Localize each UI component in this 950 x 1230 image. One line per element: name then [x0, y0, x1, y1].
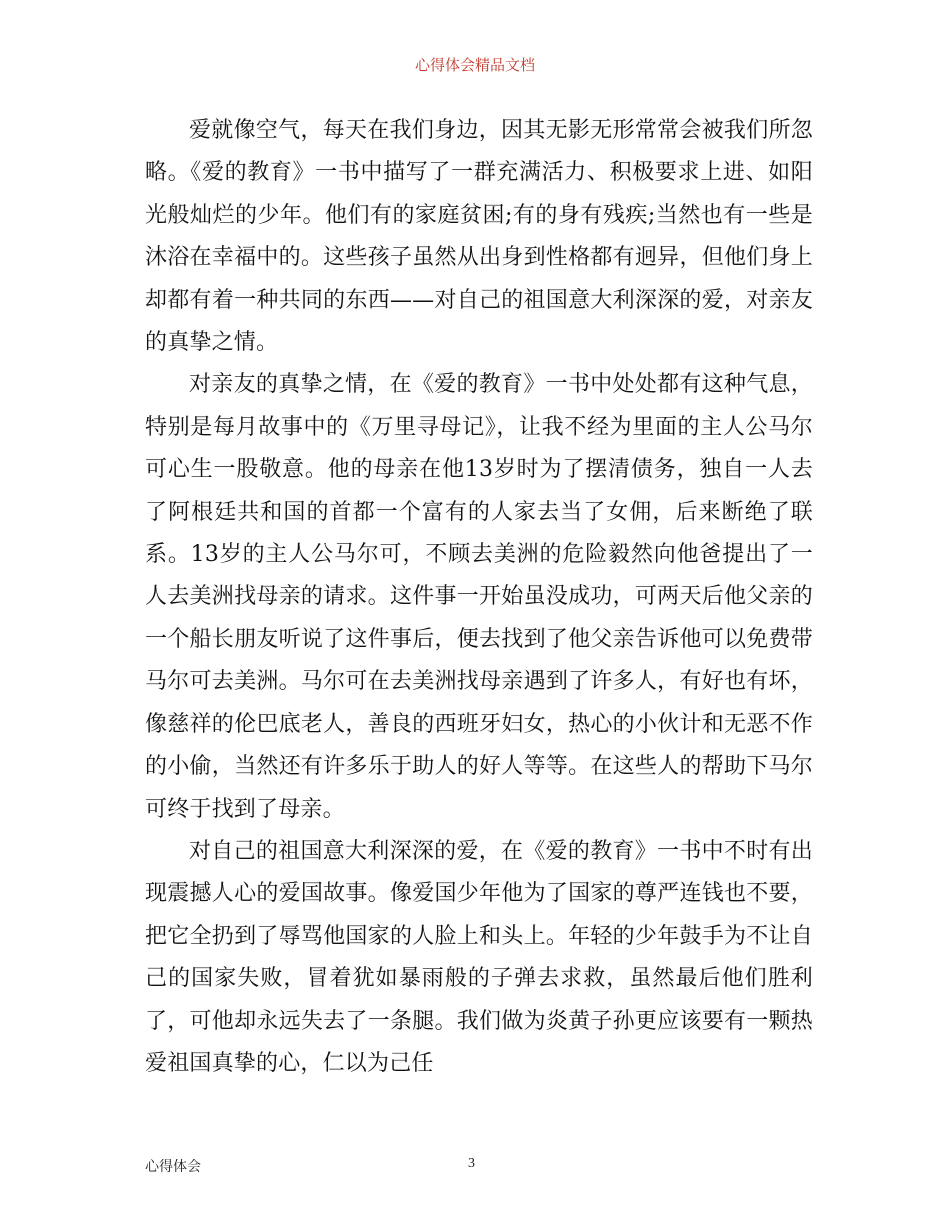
document-header-title: 心得体会精品文档 [414, 56, 535, 74]
paragraph: 对自己的祖国意大利深深的爱，在《爱的教育》一书中不时有出现震撼人心的爱国故事。像爱国少年他为了国家的尊严连钱也不要，把它全扔到了辱骂他国家的人脸上和头上。年轻的少年鼓手为不让自己的国家失败，冒着犹如暴雨般的子弹去求救，虽然最后他们胜利了，可他却永远失去了一条腿。我们做为炎黄子孙更应该要有一颗热爱祖国真挚的心，仁以为己任 [145, 838, 813, 1076]
paragraph: 对亲友的真挚之情，在《爱的教育》一书中处处都有这种气息，特别是每月故事中的《万里寻母记》，让我不经为里面的主人公马尔可心生一股敬意。他的母亲在他13岁时为了摆清债务，独自一人去了阿根廷共和国的首都一个富有的人家去当了女佣，后来断绝了联系。13岁的主人公马尔可，不顾去美洲的危险毅然向他爸提出了一人去美洲找母亲的请求。这件事一开始虽没成功，可两天后他父亲的一个船长朋友听说了这件事后，便去找到了他父亲告诉他可以免费带马尔可去美洲。马尔可在去美洲找母亲遇到了许多人，有好也有坏，像慈祥的伦巴底老人，善良的西班牙妇女，热心的小伙计和无恶不作的小偷，当然还有许多乐于助人的好人等等。在这些人的帮助下马尔可终于找到了母亲。 [145, 372, 813, 822]
page-number: 3 [468, 1156, 475, 1171]
document-body [145, 110, 813, 1085]
footer-label: 心得体会 [145, 1159, 201, 1175]
paragraph: 爱就像空气，每天在我们身边，因其无影无形常常会被我们所忽略。《爱的教育》一书中描写了一群充满活力、积极要求上进、如阳光般灿烂的少年。他们有的家庭贫困;有的身有残疾;当然也有一些是沐浴在幸福中的。这些孩子虽然从出身到性格都有迥异，但他们身上却都有着一种共同的东西——对自己的祖国意大利深深的爱，对亲友的真挚之情。 [145, 118, 813, 356]
